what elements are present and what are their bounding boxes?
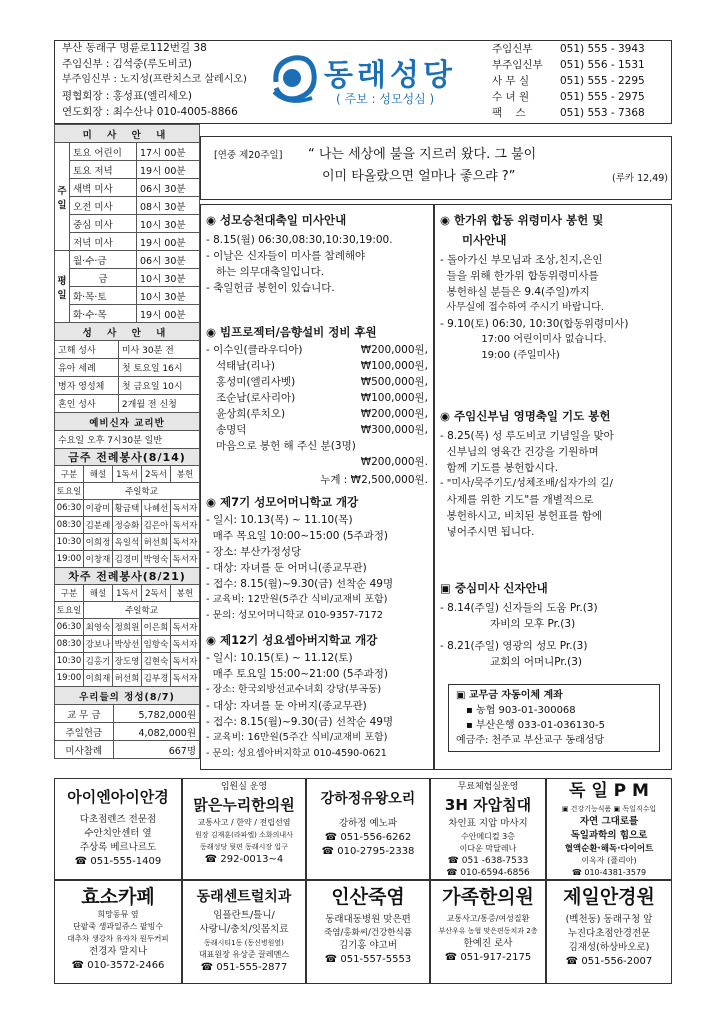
ad-line: 대추차 생강차 유자차 원두커피 [67,934,169,943]
mass-time: 08시 30분 [137,197,200,215]
notice-line: 넣어주시면 됩니다. [440,526,535,538]
ad-phone: ☎ 010-4381-3579 [571,868,647,877]
notice-line: - 대상: 자녀를 둔 어머니(종교무관) [206,562,367,574]
contact-label: 사 무 실 [492,75,530,87]
mass-schedule-title: 미 사 안 내 [55,125,200,143]
cell: 김홍기 [84,653,113,670]
assistant-pastor: 부주임신부 : 노지성(프란치스코 살레시오) [62,74,247,85]
notice-title: ◉ 빔프로젝터/음향설비 정비 후원 [206,325,377,339]
ad-german-pm [546,778,672,880]
church-logo-icon [268,52,320,108]
mass-time: 19시 00분 [137,233,200,251]
donor-name: 송명덕 [206,424,247,436]
cell: 박상선 [113,636,142,653]
notice-line: - 교육비: 12만원(5주간 식비/교재비 포함) [206,594,388,605]
mass-schedule-table [54,124,200,323]
cell: 독서자 [171,517,200,534]
col-header: 해설 [84,585,113,602]
quote-line-1: “ 나는 세상에 불을 지르러 왔다. 그 불이 [308,147,537,162]
col-header: 봉헌 [171,466,200,483]
cell: 독서자 [171,670,200,687]
donor-anonymous: 마음으로 봉헌 해 주신 분(3명) [206,440,356,452]
ad-name: 아이엔아이안경 [67,788,169,806]
cell: 김부경 [142,670,171,687]
ad-name: 독 일 P M [569,781,649,801]
donor-amount: ₩100,000원, [360,360,428,372]
notice-line: - 문의: 성모어머니학교 010-9357-7172 [206,610,383,621]
col-header: 2독서 [142,466,171,483]
cell: 김경미 [113,551,142,568]
quote-line-2: 이미 타올랐으면 얼마나 좋으랴 ?” [322,169,516,184]
notice-line: 사무실에 접수하여 주시기 바랍니다. [440,302,604,313]
contact-phone: 051) 555 - 2975 [560,91,645,103]
mass-time: 06시 30분 [137,179,200,197]
ad-optical-inai [54,778,182,880]
notice-line: 들을 위해 한가위 합동위령미사를 [440,270,599,282]
notice-line: - 대상: 자녀를 둔 아버지(종교무관) [206,700,367,712]
notice-title: ◉ 성모승천대축일 미사안내 [206,213,347,227]
youth-president: 연도회장 : 최수산나 010-4005-8866 [62,106,238,118]
col-header: 2독서 [142,585,171,602]
donor-amount: ₩500,000원, [360,376,428,388]
notice-projector-donation [206,324,428,488]
ad-line: 희망동뮤 옆 [97,910,139,919]
cell: 이광미 [84,500,113,517]
ad-family-clinic [430,880,546,984]
notice-line: - 돌아가신 부모님과 조상,친지,은인 [440,254,603,266]
cell: 허선희 [113,670,142,687]
ad-line: 수안치안센터 옆 [84,828,152,839]
notice-line: 신부님의 영육간 건강을 기원하며 [440,446,599,458]
cell: 이희재 [84,670,113,687]
cell: 허선희 [142,534,171,551]
notice-line: - 8.21(주일) 영광의 성모 Pr.(3) [440,640,588,652]
ad-line: 한예진 로사 [463,938,513,949]
ad-line: 사랑니/충치/잇몸치료 [199,924,289,935]
notice-title: ◉ 주임신부님 영명축일 기도 봉헌 [440,409,611,423]
ad-clinic-malgeun [182,778,306,880]
sacraments-title: 성 사 안 내 [55,323,200,341]
notice-line: 매주 토요일 15:00~21:00 (5주과정) [206,668,389,680]
table-row [55,670,200,687]
ad-name: 3H 자압침대 [444,796,532,814]
pastor: 주임신부 : 김석중(루도비코) [62,58,192,70]
contact-phone: 051) 555 - 3943 [560,43,645,55]
ad-phone: ☎ 292-0013~4 [204,854,284,865]
cell: 김현숙 [142,653,171,670]
notice-prayer-groups [440,580,598,670]
mass-name: 저녁 미사 [70,233,137,251]
cell: 황금택 [113,500,142,517]
ad-line: 누진다초점안경전문 [567,928,651,939]
ad-line: 김재성(하상바오로) [568,942,650,953]
ad-phone: ☎ 051-917-2175 [444,952,532,963]
offering-label: 주일헌금 [55,723,114,741]
church-name: 동래성당 [324,58,456,93]
mass-time: 19시 00분 [137,161,200,179]
cell: 장도영 [113,653,142,670]
ad-line: 독일과학의 힘으로 [570,830,648,841]
table-row [55,534,200,551]
cell: 강보나 [84,636,113,653]
bank-account-2: ▪ 부산은행 033-01-036130-5 [466,720,605,731]
cell: 김은아 [142,517,171,534]
cell: 10:30 [55,653,84,670]
this-week-title: 금주 전례봉사(8/14) [55,449,200,466]
quote-reference: (루카 12,49) [612,173,668,184]
notice-line: 하는 의무대축일입니다. [206,266,325,278]
mass-time: 06시 30분 [137,251,200,269]
sunday-label: 주일 [55,143,70,251]
ad-top: 임원실 운영 [220,782,268,792]
donor-anonymous-amount: ₩200,000원. [360,456,428,468]
account-holder: 예금주: 천주교 부산교구 동래성당 [456,735,605,746]
notice-line: - 8.25(목) 성 루도비코 기념일을 맞아 [440,430,614,442]
col-header: 구분 [55,466,84,483]
left-column [54,124,200,759]
offering-title: 우리들의 정성(8/7) [55,687,200,705]
offering-label: 미사참례 [55,741,114,759]
ad-duck-restaurant [306,778,430,880]
ad-enzyme-cafe [54,880,182,984]
notice-pastor-feast [440,408,614,540]
donor-name: 석태남(리나) [206,360,275,372]
ad-jeil-optical [546,880,672,984]
notice-line: - 8.15(월) 06:30,08:30,10:30,19:00. [206,234,393,246]
cell: 최영숙 [84,619,113,636]
donation-total: 누계 : ₩2,500,000원. [320,474,428,486]
cell: 08:30 [55,636,84,653]
mass-time: 10시 30분 [137,269,200,287]
ad-name: 동래센트럴치과 [196,889,292,905]
cell: 김분례 [84,517,113,534]
ad-phone-2: ☎ 010-6594-6856 [446,868,530,878]
ad-phone: ☎ 010-2795-2338 [321,846,415,857]
ad-top: 무료체험실운영 [457,782,519,792]
offering-value: 667명 [113,741,199,759]
contact-label: 수 녀 원 [492,91,530,103]
mass-name: 중심 미사 [70,215,137,233]
cell: 이창재 [84,551,113,568]
cell: 정승화 [113,517,142,534]
notice-assumption [206,212,393,296]
notice-line: - 접수: 8.15(월)~9.30(금) 선착순 49명 [206,578,394,590]
donor-amount: ₩100,000원, [360,392,428,404]
notice-line: 봉헌하시고, 비치된 봉헌표를 함에 [440,510,603,522]
col-header: 봉헌 [171,585,200,602]
ad-line: 차인표 지압 마사지 [448,818,528,829]
col-header: 1독서 [113,585,142,602]
donor-name: 홍성미(엘리사벳) [206,376,296,388]
notice-line: - 장소: 한국외방선교수녀회 강당(부곡동) [206,684,382,695]
donor-amount: ₩300,000원, [360,424,428,436]
cell: 옥일석 [113,534,142,551]
notice-title: ▣ 중심미사 신자안내 [440,581,548,595]
cell: 이희정 [84,534,113,551]
notice-line: 사제를 위한 기도"를 개별적으로 [440,494,594,506]
table-row [55,500,200,517]
mass-name: 금 [70,269,137,287]
cell: 19:00 [55,551,84,568]
donor-amount: ₩200,000원, [360,408,428,420]
col-header: 해설 [84,466,113,483]
cell: 19:00 [55,670,84,687]
notice-line: - 접수: 8.15(월)~9.30(금) 선착순 49명 [206,716,394,728]
cell: 08:30 [55,517,84,534]
cell: 06:30 [55,619,84,636]
table-row [55,551,200,568]
ad-dental-clinic [182,880,306,984]
notice-line: - 교육비: 16만원(5주간 식비/교재비 포함) [206,732,388,743]
contact-phone: 051) 553 - 7368 [560,107,645,119]
table-row [55,636,200,653]
this-week-service-table [54,448,200,568]
cell: 이은희 [142,619,171,636]
ad-line: (벡천동) 동래구청 앞 [565,914,653,925]
notice-line: - 일시: 10.15(토) ~ 11.12(토) [206,652,353,664]
cell: 독서자 [171,653,200,670]
offering-table [54,686,200,759]
ad-phone: ☎ 051-556-2007 [565,956,653,967]
notice-line: 봉헌하실 분들은 9.4(주일)까지 [440,286,590,298]
ad-line: 김기홍 야고버 [338,940,398,951]
notice-line: 17:00 어린이미사 없습니다. [440,334,607,345]
sacrament-time: 2개월 전 신청 [118,395,199,413]
ad-name: 제일안경원 [563,886,655,908]
notice-line: - 문의: 성요셉아버지학교 010-4590-0621 [206,748,387,759]
ad-line: 다초점렌즈 전문점 [79,814,157,825]
donor-name: 윤상희(루치오) [206,408,286,420]
sat-label: 토요일 [55,483,84,500]
offering-value: 5,782,000원 [113,705,199,723]
sacrament-name: 유아 세례 [55,359,119,377]
mass-name: 새벽 미사 [70,179,137,197]
ad-phone: ☎ 051-555-1409 [74,856,162,867]
contact-label: 부주임신부 [492,59,543,71]
cell: 독서자 [171,636,200,653]
cell: 박영숙 [142,551,171,568]
donor-name: 조순남(로사리아) [206,392,296,404]
ad-line: 죽염/홍화씨/건강한식품 [324,928,412,938]
notice-memorial-mass [440,212,628,364]
catechumen-title: 예비신자 교리반 [55,413,200,431]
donor-amount: ₩200,000원, [360,344,428,356]
ad-phone: ☎ 051 -638-7533 [447,856,529,866]
notice-line: - 일시: 10.13(목) ~ 11.10(목) [206,514,353,526]
cell: 정희원 [113,619,142,636]
ad-name: 맑은누리한의원 [193,796,295,814]
offering-value: 4,082,000원 [113,723,199,741]
mass-name: 월·수·금 [70,251,137,269]
ad-line: 교통사고/통증/여성질환 [446,914,530,923]
catechumen-text: 수요일 오후 7시30분 일반 [55,431,200,449]
notice-line: - "미사/묵주기도/성체조배/십자가의 길/ [440,478,613,489]
notice-line: 매주 목요일 10:00~15:00 (5주과정) [206,530,389,542]
contact-label: 주임신부 [492,43,533,55]
sacraments-table [54,322,200,413]
cell: 독서자 [171,534,200,551]
notice-line: - 이날은 신자들이 미사를 참례해야 [206,250,366,262]
sacrament-time: 첫 토요일 16시 [118,359,199,377]
ad-line: 혈액순환·해독·다이어트 [564,844,654,854]
table-row [55,517,200,534]
sacrament-name: 고해 성사 [55,341,119,359]
contact-phone: 051) 555 - 2295 [560,75,645,87]
cell: 06:30 [55,500,84,517]
col-header: 구분 [55,585,84,602]
catechumen-table [54,412,200,449]
ad-line: 원장 김재훈(라파엘) 소화의내사 [195,831,293,839]
bank-account-1: ▪ 농협 903-01-300068 [466,705,576,716]
ad-line: 동래시티1동 (동신병원옆) [204,939,284,947]
notice-line: - 축일헌금 봉헌이 있습니다. [206,282,335,294]
ad-line: 동래대동병원 맞은편 [325,914,411,925]
contact-label: 팩 스 [492,107,526,119]
table-row [55,619,200,636]
mass-name: 토요 저녁 [70,161,137,179]
sacrament-name: 혼인 성사 [55,395,119,413]
ad-line: 이다운 막달레나 [459,844,517,853]
address: 부산 동래구 명륜로112번길 38 [62,42,207,54]
mass-time: 19시 00분 [137,305,200,323]
cell: 독서자 [171,619,200,636]
notice-line: - 8.14(주일) 신자들의 도움 Pr.(3) [440,602,598,614]
weekday-label: 평일 [55,251,70,323]
cell: 임항숙 [142,636,171,653]
ad-bamboo-salt [306,880,430,984]
transfer-title: ▣ 교무금 자동이체 계좌 [456,690,563,701]
ad-name: 가족한의원 [442,886,534,908]
ad-line: 자연 그대로를 [579,816,639,827]
ad-line: 이옥자 (플리아) [581,856,637,865]
sacrament-time: 첫 금요일 10시 [118,377,199,395]
notice-fathers-school [206,632,393,762]
notice-title: ◉ 제12기 성요셉아버지학교 개강 [206,633,378,647]
mass-time: 10시 30분 [137,287,200,305]
ad-line: 전경자 말지나 [88,946,148,957]
church-patron: ( 주보 : 성모성심 ) [336,92,435,106]
ad-line: 대표원장 유상준 끌레멘스 [198,950,290,959]
notice-title: ◉ 한가위 합동 위령미사 봉헌 및 [440,213,604,227]
cell: 독서자 [171,500,200,517]
ad-phone: ☎ 010-3572-2466 [71,960,165,971]
ad-phone: ☎ 051-557-5553 [324,954,412,965]
notice-line: 19:00 (주일미사) [440,350,560,361]
ad-name: 효소카페 [81,886,155,908]
sat-value: 주일학교 [84,483,200,500]
sacrament-name: 병자 영성체 [55,377,119,395]
notice-title: ◉ 제7기 성모어머니학교 개강 [206,495,359,509]
mass-name: 화·수·목 [70,305,137,323]
cell: 독서자 [171,551,200,568]
cell: 10:30 [55,534,84,551]
ad-name: 인산죽염 [331,886,405,908]
mass-name: 오전 미사 [70,197,137,215]
ad-line: 부산우유 농협 맞은편동치과 2층 [438,927,538,935]
ad-massage-bed [430,778,546,880]
ad-phone: ☎ 051-556-6262 [324,832,412,843]
ad-line: 강하정 예노파 [338,818,398,829]
liturgical-week: [연중 제20주일] [214,150,283,161]
notice-line: - 9.10(토) 06:30, 10:30(합동위령미사) [440,318,629,330]
mass-time: 10시 30분 [137,215,200,233]
ad-line: 단팥죽 생과일쥬스 팥빙수 [72,922,164,931]
ad-phone: ☎ 051-555-2877 [200,962,288,973]
sat-label: 토요일 [55,602,84,619]
notice-title-2: 미사안내 [462,233,507,247]
ad-line: 주상록 베르나르도 [79,842,157,853]
notice-line: - 장소: 부산가정성당 [206,546,302,558]
notice-line: 자비의 모후 Pr.(3) [440,618,576,630]
donor-name: - 이수인(클라우디아) [206,344,303,356]
col-header: 1독서 [113,466,142,483]
sacrament-time: 미사 30분 전 [118,341,199,359]
mass-name: 화·목·토 [70,287,137,305]
ad-name: 강하정유왕오리 [320,791,416,807]
ad-line: ▣ 건강기능식품 ▣ 독일직수입 [561,805,657,813]
council-president: 평협회장 : 홍성표(엘리세오) [62,90,192,102]
ad-line: 수안메디컬 3층 [460,832,515,841]
ad-line: 동래성당 뒷편 동래시장 입구 [200,843,288,851]
sat-value: 주일학교 [84,602,200,619]
next-week-service-table [54,567,200,687]
mass-time: 17시 00분 [137,143,200,161]
offering-label: 교 무 금 [55,705,114,723]
cell: 나혜선 [142,500,171,517]
table-row [55,653,200,670]
ad-line: 교통사고 / 한약 / 전립선염 [197,818,291,827]
notice-mothers-school [206,494,393,624]
notice-line: 교회의 어머니Pr.(3) [440,656,582,668]
ad-line: 임플란트/틀니/ [213,910,275,921]
notice-line: 함께 기도를 봉헌합시다. [440,462,559,474]
mass-name: 토요 어린이 [70,143,137,161]
next-week-title: 차주 전례봉사(8/21) [55,568,200,585]
contact-phone: 051) 556 - 1531 [560,59,645,71]
auto-transfer [456,688,605,748]
